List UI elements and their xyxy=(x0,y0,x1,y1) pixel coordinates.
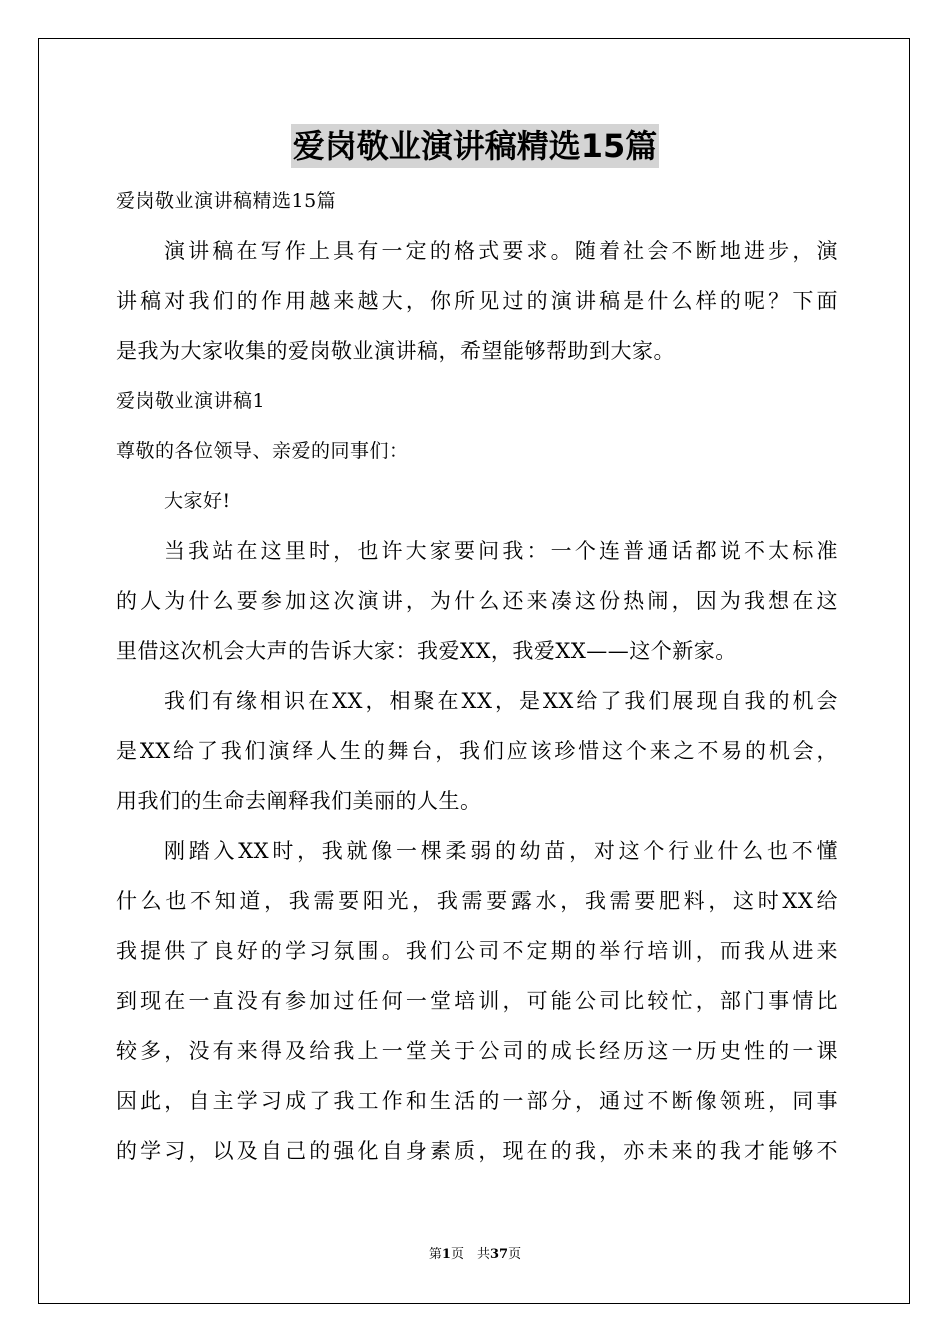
body-line: 是我为大家收集的爱岗敬业演讲稿，希望能够帮助到大家。 xyxy=(116,339,675,363)
document-title: 爱岗敬业演讲稿精选15篇 xyxy=(291,124,660,168)
body-line: 当我站在这里时，也许大家要问我：一个连普通话都说不太标准 xyxy=(164,539,838,563)
body-line: 到现在一直没有参加过任何一堂培训，可能公司比较忙，部门事情比 xyxy=(116,989,838,1013)
body-line: 较多，没有来得及给我上一堂关于公司的成长经历这一历史性的一课 xyxy=(116,1039,838,1063)
body-line: 的人为什么要参加这次演讲，为什么还来凑这份热闹，因为我想在这 xyxy=(116,589,838,613)
page-footer xyxy=(0,1246,950,1264)
body-line: 演讲稿在写作上具有一定的格式要求。随着社会不断地进步，演 xyxy=(164,239,838,263)
body-line: 爱岗敬业演讲稿1 xyxy=(116,390,266,412)
body-line: 我提供了良好的学习氛围。我们公司不定期的举行培训，而我从进来 xyxy=(116,939,838,963)
body-line: 刚踏入XX时，我就像一棵柔弱的幼苗，对这个行业什么也不懂 xyxy=(164,839,838,863)
body-line: 尊敬的各位领导、亲爱的同事们： xyxy=(116,440,409,462)
footer-page-number: 1 xyxy=(441,1247,451,1262)
body-line: 我们有缘相识在XX，相聚在XX，是XX给了我们展现自我的机会 xyxy=(164,689,838,713)
body-line: 因此，自主学习成了我工作和生活的一部分，通过不断像领班，同事 xyxy=(116,1089,838,1113)
body-line: 用我们的生命去阐释我们美丽的人生。 xyxy=(116,789,482,813)
body-line: 里借这次机会大声的告诉大家：我爱XX，我爱XX——这个新家。 xyxy=(116,639,737,663)
title-container xyxy=(0,124,950,168)
footer-suffix: 页 xyxy=(508,1247,522,1262)
footer-prefix: 第 xyxy=(428,1247,442,1262)
footer-total-pages: 37 xyxy=(489,1247,509,1262)
body-line: 什么也不知道，我需要阳光，我需要露水，我需要肥料，这时XX给 xyxy=(116,889,838,913)
document-body xyxy=(116,176,838,1176)
footer-middle: 页 共 xyxy=(450,1247,490,1262)
body-line: 是XX给了我们演绎人生的舞台，我们应该珍惜这个来之不易的机会， xyxy=(116,739,838,763)
body-line: 大家好! xyxy=(164,490,231,512)
body-line: 爱岗敬业演讲稿精选15篇 xyxy=(116,190,337,212)
body-line: 的学习，以及自己的强化自身素质，现在的我，亦未来的我才能够不 xyxy=(116,1139,838,1163)
body-line: 讲稿对我们的作用越来越大，你所见过的演讲稿是什么样的呢？下面 xyxy=(116,289,838,313)
